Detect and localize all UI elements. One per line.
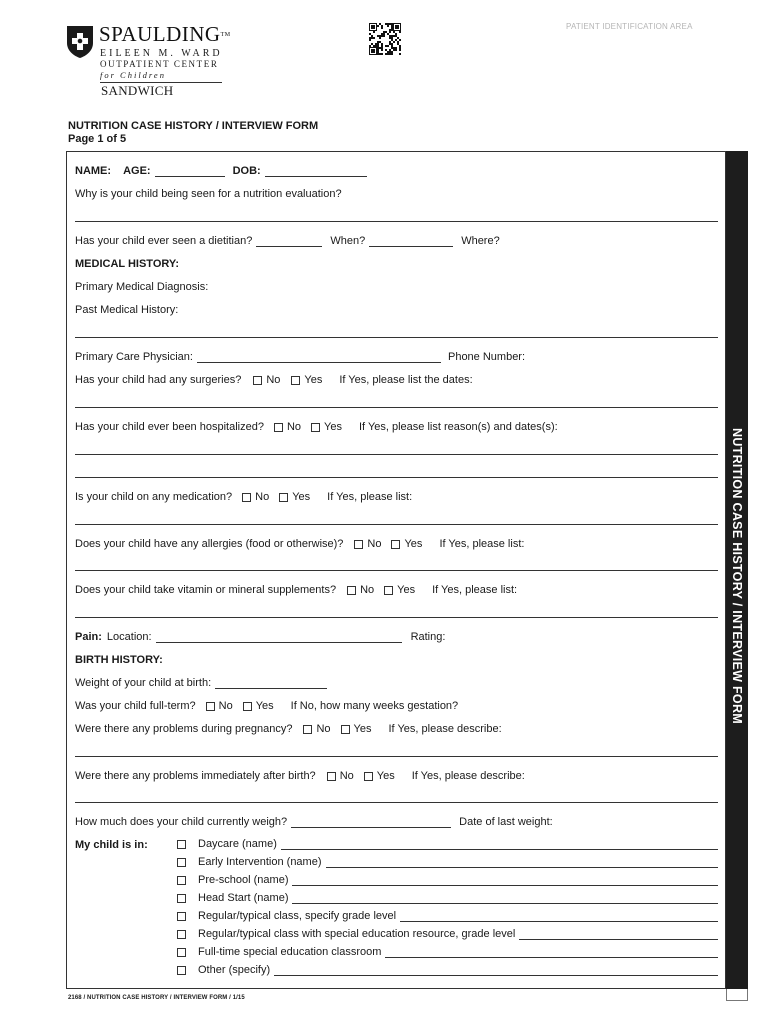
surgeries-field-line-2[interactable] <box>75 407 718 408</box>
row-primary-diagnosis <box>75 277 718 293</box>
row-medication <box>75 487 718 503</box>
birth-history-heading: BIRTH HISTORY: <box>75 654 163 666</box>
pregnancy-describe-label: If Yes, please describe: <box>388 723 502 735</box>
medication-no-option[interactable] <box>242 491 269 503</box>
medication-list-label: If Yes, please list: <box>327 491 413 503</box>
full-term-yes-checkbox[interactable] <box>243 702 252 711</box>
option-label: Other (specify) <box>198 964 271 976</box>
row-weigh <box>75 812 718 828</box>
list-item[interactable] <box>177 890 718 904</box>
birth-weight-field[interactable] <box>215 677 327 689</box>
row-surgeries <box>75 370 718 386</box>
dob-field[interactable] <box>265 165 367 177</box>
shield-icon <box>66 25 94 59</box>
pregnancy-no-option[interactable] <box>303 723 330 735</box>
no-label: No <box>255 491 270 503</box>
row-medical-history <box>75 254 718 270</box>
allergies-field-line-2[interactable] <box>75 570 718 571</box>
after-birth-describe-label: If Yes, please describe: <box>411 770 525 782</box>
logo-line-3: for Children <box>100 70 166 80</box>
vitamins-label: Does your child take vitamin or mineral supplements? <box>75 584 337 596</box>
no-label: No <box>316 723 331 735</box>
row-pain <box>75 627 718 643</box>
weigh-label: How much does your child currently weigh? <box>75 816 288 828</box>
after-birth-yes-option[interactable] <box>364 770 395 782</box>
after-birth-no-option[interactable] <box>327 770 354 782</box>
name-label: NAME: <box>75 165 112 177</box>
side-label: NUTRITION CASE HISTORY / INTERVIEW FORM <box>730 428 744 724</box>
corner-box <box>726 989 748 1001</box>
row-dietitian <box>75 231 718 247</box>
pcp-field[interactable] <box>197 351 441 363</box>
regular-class-checkbox[interactable] <box>177 912 186 921</box>
after-birth-field-line-2[interactable] <box>75 802 718 803</box>
age-field[interactable] <box>155 165 225 177</box>
dob-label: DOB: <box>232 165 261 177</box>
other-field[interactable] <box>274 964 718 976</box>
pre-school-checkbox[interactable] <box>177 876 186 885</box>
yes-label: Yes <box>304 374 323 386</box>
row-after-birth <box>75 766 718 782</box>
brand-name: SPAULDING™ <box>99 22 231 46</box>
row-past-history <box>75 300 718 316</box>
pregnancy-yes-checkbox[interactable] <box>341 725 350 734</box>
special-ed-resource-field[interactable] <box>519 928 718 940</box>
pain-location-field[interactable] <box>156 631 402 643</box>
vitamins-list-label: If Yes, please list: <box>432 584 518 596</box>
age-label: AGE: <box>123 165 151 177</box>
list-item[interactable] <box>177 944 718 958</box>
list-item[interactable] <box>177 854 718 868</box>
hospitalized-no-option[interactable] <box>274 421 301 433</box>
hospitalized-list-label: If Yes, please list reason(s) and dates(s): <box>358 421 558 433</box>
allergies-list-label: If Yes, please list: <box>439 538 525 550</box>
form-title: NUTRITION CASE HISTORY / INTERVIEW FORM <box>68 120 319 132</box>
pain-location-label: Location: <box>106 631 152 643</box>
head-start-checkbox[interactable] <box>177 894 186 903</box>
primary-diagnosis-label: Primary Medical Diagnosis: <box>75 281 209 293</box>
yes-label: Yes <box>376 770 395 782</box>
vitamins-field-line-2[interactable] <box>75 617 718 618</box>
yes-label: Yes <box>353 723 372 735</box>
allergies-label: Does your child have any allergies (food or otherwise)? <box>75 538 344 550</box>
no-label: No <box>339 770 354 782</box>
medication-yes-checkbox[interactable] <box>279 493 288 502</box>
pregnancy-field-line-2[interactable] <box>75 756 718 757</box>
surgeries-yes-checkbox[interactable] <box>291 376 300 385</box>
list-item[interactable] <box>177 962 718 976</box>
row-allergies <box>75 534 718 550</box>
surgeries-list-label: If Yes, please list the dates: <box>339 374 473 386</box>
hospitalized-yes-option[interactable] <box>311 421 342 433</box>
spaulding-logo <box>66 22 236 102</box>
after-birth-label: Were there any problems immediately after birth? <box>75 770 316 782</box>
pregnancy-yes-option[interactable] <box>341 723 372 735</box>
full-time-special-ed-field[interactable] <box>385 946 718 958</box>
row-pregnancy <box>75 719 718 735</box>
list-item[interactable] <box>177 836 718 850</box>
surgeries-no-checkbox[interactable] <box>253 376 262 385</box>
row-reason <box>75 184 718 200</box>
pregnancy-no-checkbox[interactable] <box>303 725 312 734</box>
allergies-no-option[interactable] <box>354 538 381 550</box>
allergies-no-checkbox[interactable] <box>354 540 363 549</box>
pre-school-field[interactable] <box>292 874 718 886</box>
row-birth-weight <box>75 673 718 689</box>
hospitalized-field-line-2[interactable] <box>75 477 718 478</box>
rating-label: Rating: <box>410 631 446 643</box>
option-label: Regular/typical class with special education resource, grade level <box>198 928 516 940</box>
medication-yes-option[interactable] <box>279 491 310 503</box>
no-label: No <box>367 538 382 550</box>
last-weight-label: Date of last weight: <box>459 816 553 828</box>
patient-identification-area: PATIENT IDENTIFICATION AREA <box>566 22 693 31</box>
option-label: Full-time special education classroom <box>198 946 382 958</box>
option-label: Head Start (name) <box>198 892 289 904</box>
full-term-label: Was your child full-term? <box>75 700 196 712</box>
past-history-label: Past Medical History: <box>75 304 179 316</box>
full-term-no-checkbox[interactable] <box>206 702 215 711</box>
pain-label: Pain: <box>75 631 102 643</box>
medication-no-checkbox[interactable] <box>242 493 251 502</box>
row-child-in <box>75 835 175 851</box>
daycare-checkbox[interactable] <box>177 840 186 849</box>
allergies-yes-option[interactable] <box>391 538 422 550</box>
when-field[interactable] <box>369 235 453 247</box>
surgeries-no-option[interactable] <box>253 374 280 386</box>
logo-line-1: EILEEN M. WARD <box>100 48 223 59</box>
gestation-label: If No, how many weeks gestation? <box>290 700 459 712</box>
past-history-field-line-2[interactable] <box>75 337 718 338</box>
dietitian-label: Has your child ever seen a dietitian? <box>75 235 253 247</box>
after-birth-yes-checkbox[interactable] <box>364 772 373 781</box>
pregnancy-label: Were there any problems during pregnancy? <box>75 723 293 735</box>
birth-weight-label: Weight of your child at birth: <box>75 677 212 689</box>
vitamins-yes-checkbox[interactable] <box>384 586 393 595</box>
row-full-term <box>75 696 718 712</box>
row-vitamins <box>75 580 718 596</box>
row-hospitalized <box>75 417 718 433</box>
when-label: When? <box>330 235 366 247</box>
page-number: Page 1 of 5 <box>68 133 127 145</box>
yes-label: Yes <box>404 538 423 550</box>
early-intervention-field[interactable] <box>326 856 719 868</box>
medication-field-line-2[interactable] <box>75 524 718 525</box>
list-item[interactable] <box>177 926 718 940</box>
option-label: Regular/typical class, specify grade level <box>198 910 397 922</box>
qr-code-icon <box>369 23 401 55</box>
full-time-special-ed-checkbox[interactable] <box>177 948 186 957</box>
row-name <box>75 161 718 177</box>
head-start-field[interactable] <box>292 892 718 904</box>
list-item[interactable] <box>177 908 718 922</box>
daycare-field[interactable] <box>281 838 718 850</box>
no-label: No <box>266 374 281 386</box>
full-term-no-option[interactable] <box>206 700 233 712</box>
medication-label: Is your child on any medication? <box>75 491 233 503</box>
no-label: No <box>218 700 233 712</box>
no-label: No <box>286 421 302 433</box>
option-label: Pre-school (name) <box>198 874 289 886</box>
logo-location: SANDWICH <box>101 83 174 98</box>
hospitalized-label: Has your child ever been hospitalized? <box>75 421 264 433</box>
hospitalized-field-line-1[interactable] <box>75 454 718 455</box>
reason-field-line-2[interactable] <box>75 221 718 222</box>
child-in-label: My child is in: <box>75 839 148 851</box>
yes-label: Yes <box>255 700 274 712</box>
row-pcp <box>75 347 718 363</box>
surgeries-label: Has your child had any surgeries? <box>75 374 242 386</box>
medical-history-heading: MEDICAL HISTORY: <box>75 258 180 270</box>
other-checkbox[interactable] <box>177 966 186 975</box>
row-birth-history <box>75 650 718 666</box>
where-label: Where? <box>461 235 500 247</box>
surgeries-yes-option[interactable] <box>291 374 322 386</box>
phone-label: Phone Number: <box>447 351 526 363</box>
option-label: Daycare (name) <box>198 838 277 850</box>
vitamins-no-checkbox[interactable] <box>347 586 356 595</box>
special-ed-resource-checkbox[interactable] <box>177 930 186 939</box>
dietitian-field[interactable] <box>256 235 322 247</box>
regular-class-field[interactable] <box>400 910 718 922</box>
early-intervention-checkbox[interactable] <box>177 858 186 867</box>
reason-label: Why is your child being seen for a nutrition evaluation? <box>75 188 342 200</box>
vitamins-no-option[interactable] <box>347 584 374 596</box>
weigh-field[interactable] <box>291 816 451 828</box>
option-label: Early Intervention (name) <box>198 856 322 868</box>
allergies-yes-checkbox[interactable] <box>391 540 400 549</box>
hospitalized-yes-checkbox[interactable] <box>311 423 320 432</box>
hospitalized-no-checkbox[interactable] <box>274 423 283 432</box>
yes-label: Yes <box>292 491 311 503</box>
no-label: No <box>360 584 375 596</box>
after-birth-no-checkbox[interactable] <box>327 772 336 781</box>
full-term-yes-option[interactable] <box>243 700 274 712</box>
logo-line-2: OUTPATIENT CENTER <box>100 59 219 69</box>
yes-label: Yes <box>397 584 416 596</box>
vitamins-yes-option[interactable] <box>384 584 415 596</box>
list-item[interactable] <box>177 872 718 886</box>
pcp-label: Primary Care Physician: <box>75 351 193 363</box>
yes-label: Yes <box>324 421 342 433</box>
form-footer: 2168 / NUTRITION CASE HISTORY / INTERVIEW FORM / 1/15 <box>68 995 245 1001</box>
